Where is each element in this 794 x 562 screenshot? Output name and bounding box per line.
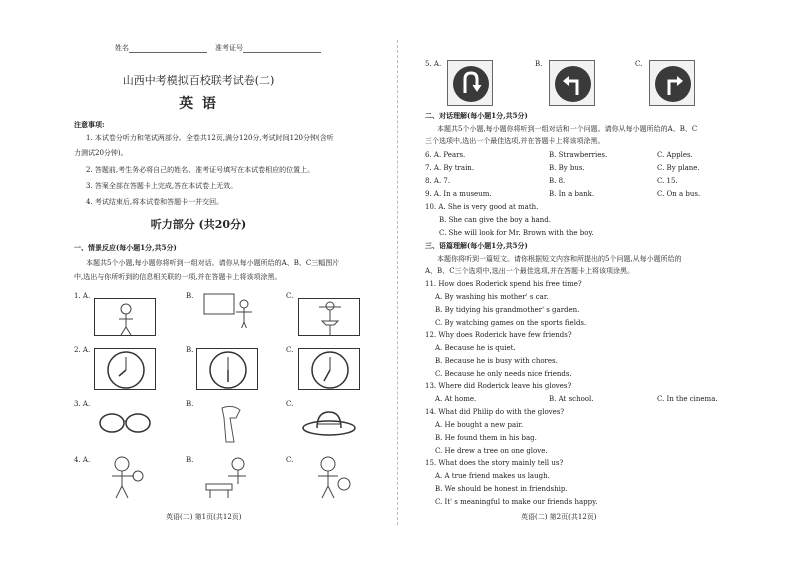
- id-label: 准考证号: [215, 44, 243, 52]
- q15-stem: 15. What does the story mainly tell us?: [425, 459, 564, 467]
- q1-option-b-image[interactable]: [200, 290, 262, 328]
- notice-1-cont: 力测试20分钟)。: [74, 149, 128, 157]
- right-page: [397, 0, 794, 562]
- q3-label: 3. A.: [74, 400, 91, 408]
- q4-b-label: B.: [186, 456, 194, 464]
- clock-icon: [299, 349, 360, 390]
- q10-c: C. She will look for Mr. Brown with the boy.: [439, 229, 594, 237]
- q13-a: A. At home.: [435, 395, 477, 403]
- q11-stem: 11. How does Roderick spend his free time?: [425, 280, 582, 288]
- left-footer: 英语(二) 第1页(共12页): [166, 513, 242, 522]
- q8-c: C. 15.: [657, 177, 678, 185]
- notice-title: 注意事项:: [74, 120, 105, 129]
- q5-option-b-image[interactable]: [549, 60, 595, 106]
- teacher-blackboard-icon: [200, 290, 262, 328]
- q9-b: B. In a bank.: [549, 190, 595, 198]
- q1-c-label: C.: [286, 292, 294, 300]
- name-label: 姓名: [115, 44, 129, 52]
- q5-option-a-image[interactable]: [447, 60, 493, 106]
- glasses-icon: [94, 405, 156, 441]
- q4-option-c-image[interactable]: [300, 454, 362, 500]
- q5-b-label: B.: [535, 60, 543, 68]
- q9-a: 9. A. In a museum.: [425, 190, 492, 198]
- right-footer: 英语(二) 第2页(共12页): [521, 513, 597, 522]
- section2-desc-1: 本题共5个小题,每小题你将听到一组对话和一个问题。请你从每小题所给的A、B、C: [437, 125, 698, 133]
- q10-a: 10. A. She is very good at math.: [425, 203, 539, 211]
- clock-icon: [197, 349, 258, 390]
- q4-option-a-image[interactable]: [98, 454, 160, 500]
- q3-b-label: B.: [186, 400, 194, 408]
- ballet-dancer-icon: [299, 299, 360, 336]
- id-field: [215, 44, 321, 53]
- q4-c-label: C.: [286, 456, 294, 464]
- section3-title: 三、语篇理解(每小题1分,共5分): [425, 241, 528, 250]
- girl-figure-icon: [95, 299, 156, 336]
- section2-title: 二、对话理解(每小题1分,共5分): [425, 111, 528, 120]
- q12-a: A. Because he is quiet.: [435, 344, 516, 352]
- section1-title: 一、情景反应(每小题1分,共5分): [74, 243, 177, 252]
- q2-option-c-image[interactable]: [298, 348, 360, 390]
- id-line[interactable]: [243, 45, 321, 53]
- q4-option-b-image[interactable]: [200, 454, 262, 500]
- q4-label: 4. A.: [74, 456, 91, 464]
- subject-title: 英 语: [179, 96, 218, 112]
- q15-c: C. It' s meaningful to make our friends happy.: [435, 498, 598, 506]
- kid-ball-icon: [300, 454, 362, 500]
- q5-c-label: C.: [635, 60, 643, 68]
- clock-icon: [95, 349, 156, 390]
- q1-label: 1. A.: [74, 292, 91, 300]
- name-field: [115, 44, 207, 53]
- q13-c: C. In the cinema.: [657, 395, 718, 403]
- q14-stem: 14. What did Philip do with the gloves?: [425, 408, 565, 416]
- q13-stem: 13. Where did Roderick leave his gloves?: [425, 382, 572, 390]
- q11-a: A. By washing his mother' s car.: [435, 293, 549, 301]
- kid-piano-icon: [200, 454, 262, 500]
- q15-b: B. We should be honest in friendship.: [435, 485, 568, 493]
- q1-b-label: B.: [186, 292, 194, 300]
- turn-left-sign-icon: [550, 61, 596, 107]
- section3-desc-1: 本题你将听到一篇短文。请你根据短文内容和所提出的5个问题,从每小题所给的: [437, 255, 682, 263]
- name-line[interactable]: [129, 45, 207, 53]
- q8-a: 8. A. 7.: [425, 177, 451, 185]
- q12-b: B. Because he is busy with chores.: [435, 357, 558, 365]
- q13-b: B. At school.: [549, 395, 594, 403]
- q5-option-c-image[interactable]: [649, 60, 695, 106]
- q9-c: C. On a bus.: [657, 190, 701, 198]
- q5-label: 5. A.: [425, 60, 442, 68]
- q8-b: B. 8.: [549, 177, 566, 185]
- q3-option-b-image[interactable]: [200, 404, 262, 444]
- q6-b: B. Strawberries.: [549, 151, 608, 159]
- notice-3: 3. 答案全部在答题卡上完成,答在本试卷上无效。: [86, 182, 238, 190]
- q2-b-label: B.: [186, 346, 194, 354]
- q14-c: C. He drew a tree on one glove.: [435, 447, 548, 455]
- q7-a: 7. A. By train.: [425, 164, 475, 172]
- q15-a: A. A true friend makes us laugh.: [435, 472, 550, 480]
- q11-c: C. By watching games on the sports fields.: [435, 319, 587, 327]
- turn-right-sign-icon: [650, 61, 696, 107]
- notice-1: 1. 本试卷分听力和笔试两部分。全卷共12页,满分120分,考试时间120分钟(含听: [86, 134, 334, 142]
- q3-option-c-image[interactable]: [298, 404, 360, 440]
- q3-option-a-image[interactable]: [94, 405, 156, 441]
- q3-c-label: C.: [286, 400, 294, 408]
- listening-title: 听力部分 (共20分): [150, 218, 247, 231]
- kid-playing-icon: [98, 454, 160, 500]
- q7-b: B. By bus.: [549, 164, 585, 172]
- q1-option-c-image[interactable]: [298, 298, 360, 336]
- q2-label: 2. A.: [74, 346, 91, 354]
- q6-a: 6. A. Pears.: [425, 151, 466, 159]
- exam-title: 山西中考模拟百校联考试卷(二): [122, 74, 275, 87]
- section1-desc-1: 本题共5个小题,每小题你将听到一组对话。请你从每小题所给的A、B、C三幅图片: [86, 259, 340, 267]
- u-turn-sign-icon: [448, 61, 494, 107]
- q6-c: C. Apples.: [657, 151, 693, 159]
- section1-desc-2: 中,选出与你所听到的信息相关联的一项,并在答题卡上将该项涂黑。: [74, 273, 282, 281]
- q2-option-a-image[interactable]: [94, 348, 156, 390]
- scarf-icon: [200, 404, 262, 444]
- q12-c: C. Because he only needs nice friends.: [435, 370, 572, 378]
- section2-desc-2: 三个选项中,选出一个最佳选项,并在答题卡上将该项涂黑。: [425, 137, 605, 145]
- hat-icon: [298, 404, 360, 440]
- q14-b: B. He found them in his bag.: [435, 434, 537, 442]
- q14-a: A. He bought a new pair.: [435, 421, 524, 429]
- q7-c: C. By plane.: [657, 164, 700, 172]
- q1-option-a-image[interactable]: [94, 298, 156, 336]
- q2-option-b-image[interactable]: [196, 348, 258, 390]
- q10-b: B. She can give the boy a hand.: [439, 216, 551, 224]
- notice-4: 4. 考试结束后,将本试卷和答题卡一并交回。: [86, 198, 224, 206]
- q2-c-label: C.: [286, 346, 294, 354]
- section3-desc-2: A、B、C三个选项中,选出一个最佳选项,并在答题卡上将该项涂黑。: [425, 267, 635, 275]
- q12-stem: 12. Why does Roderick have few friends?: [425, 331, 572, 339]
- notice-2: 2. 答题前,考生务必将自己的姓名、准考证号填写在本试卷相应的位置上。: [86, 166, 315, 174]
- q11-b: B. By tidying his grandmother' s garden.: [435, 306, 580, 314]
